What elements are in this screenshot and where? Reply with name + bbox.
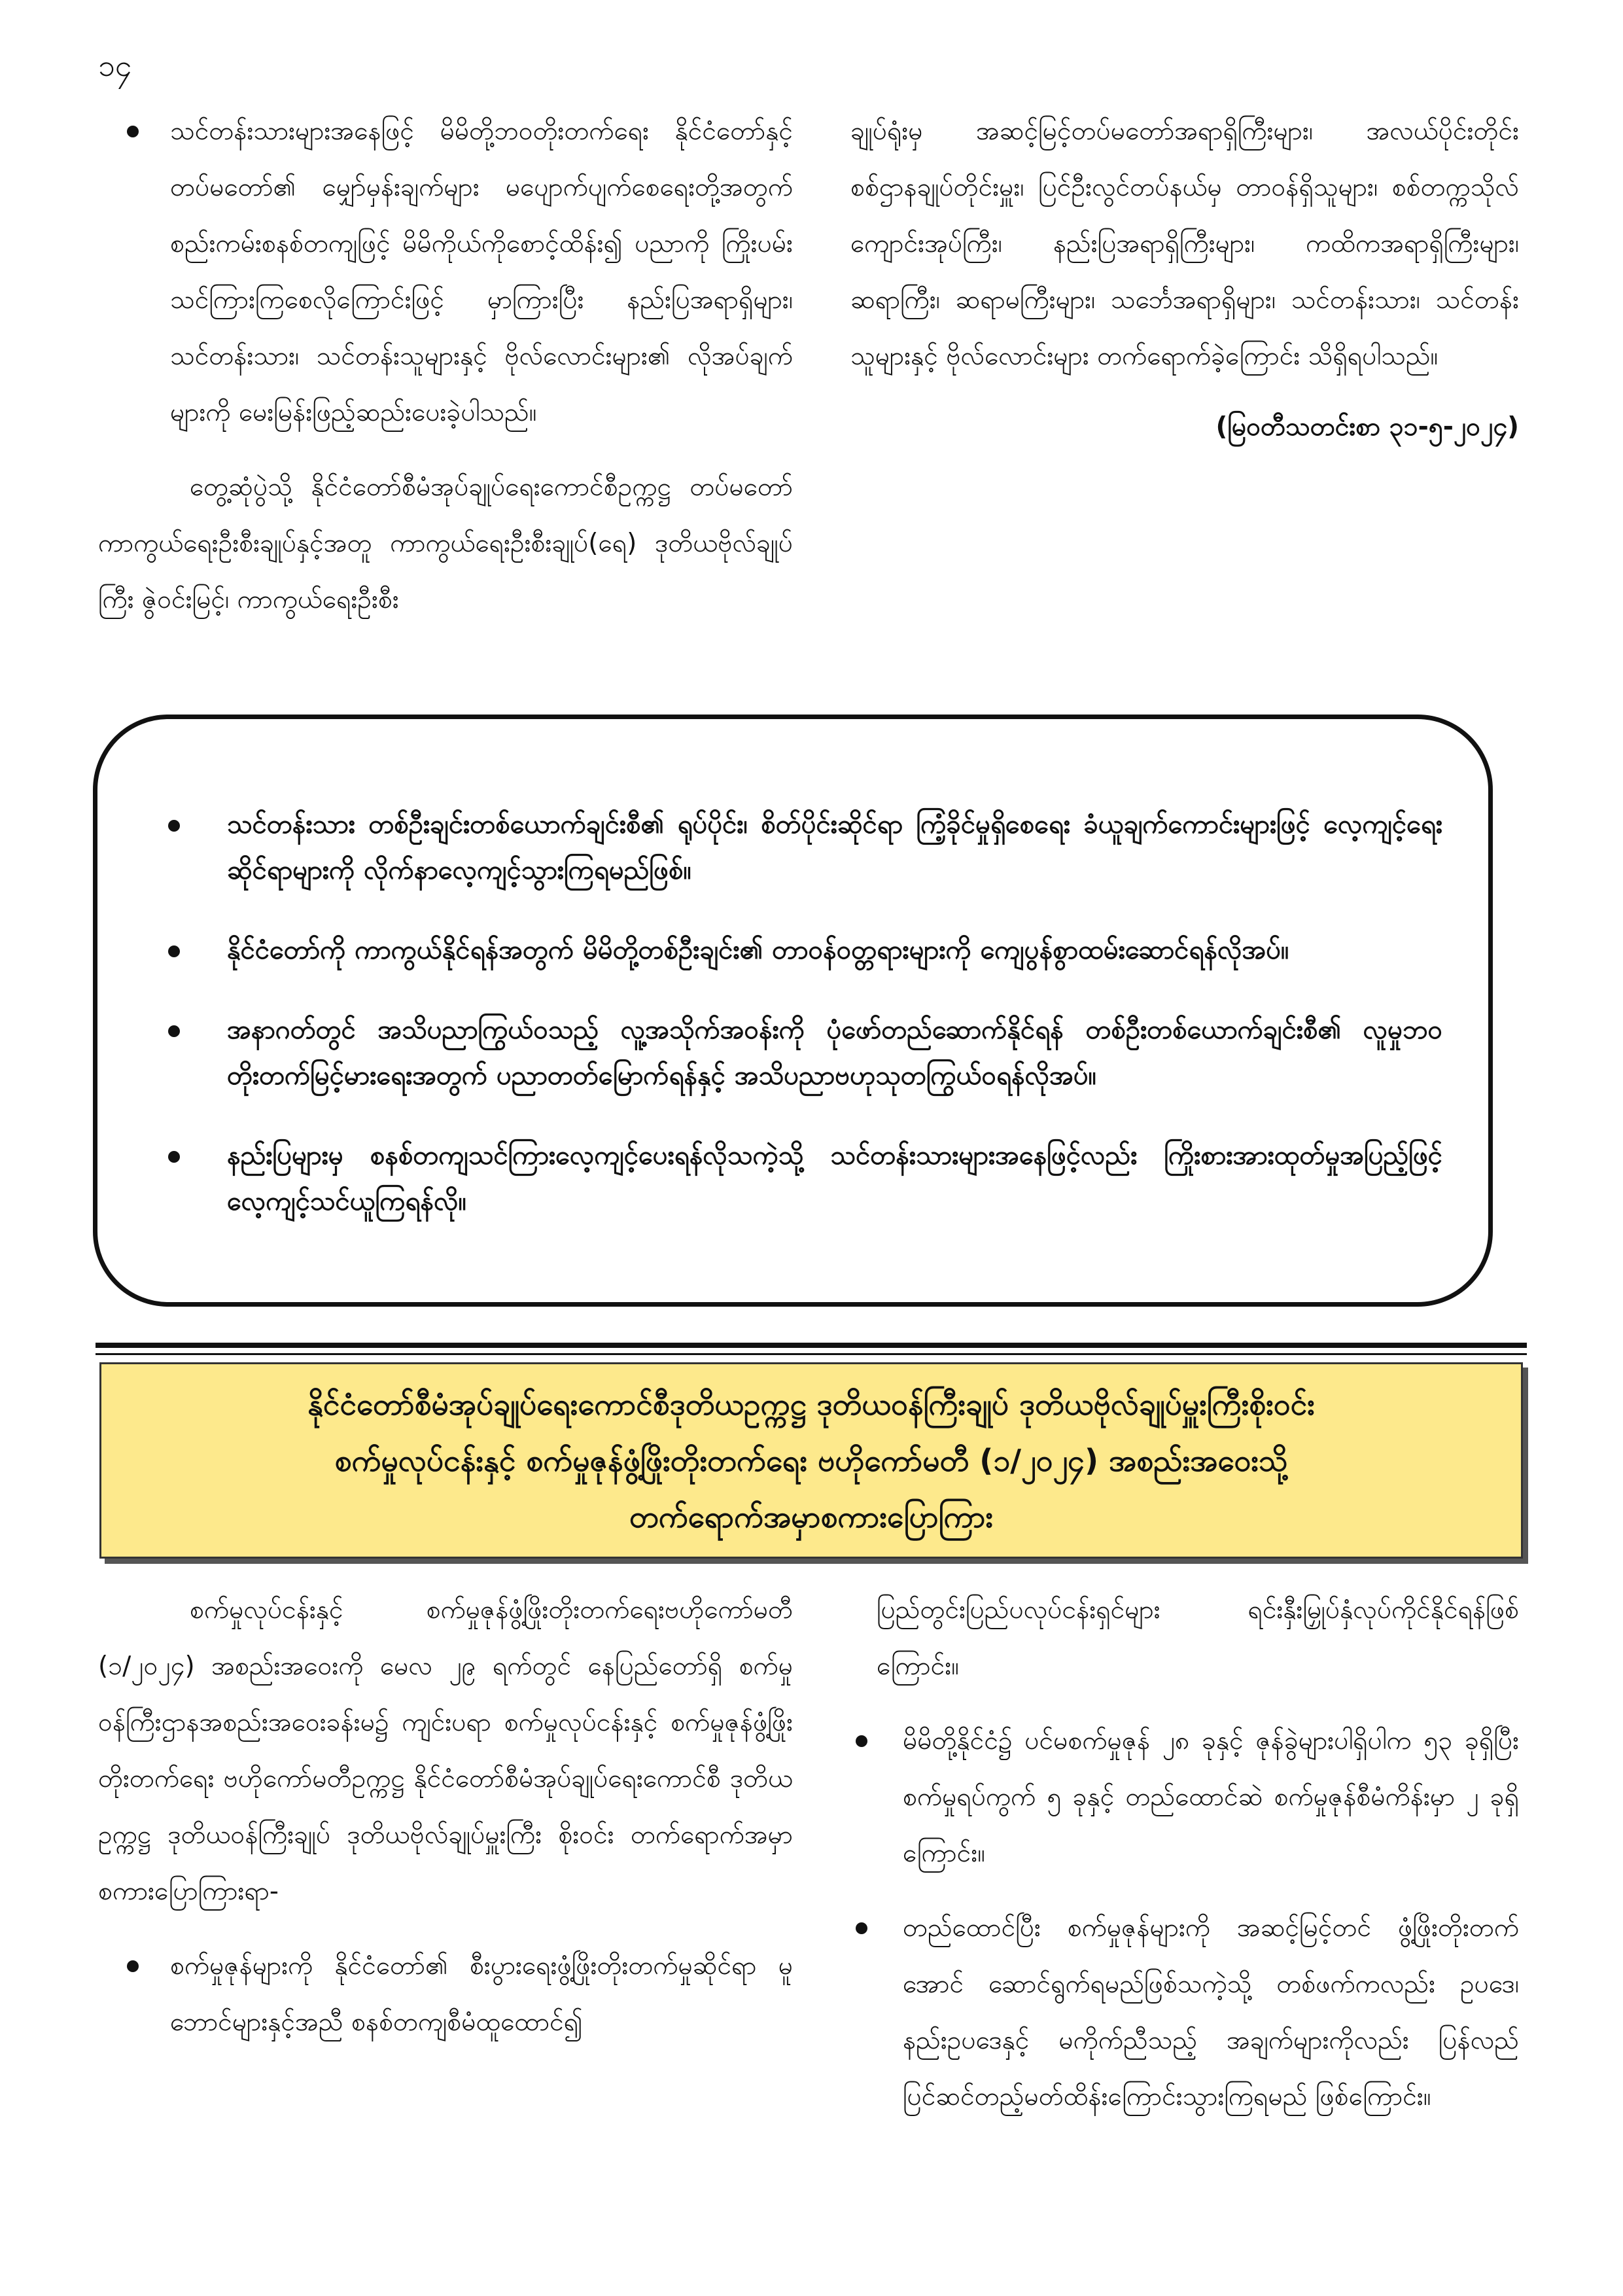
- paragraph: ချုပ်ရုံးမှ အဆင့်မြင့်တပ်မတော်အရာရှိကြီးများ၊ အလယ်ပိုင်းတိုင်းစစ်ဌာနချုပ်တိုင်းမှူး၊ ပြင်ဦးလွင်တပ်နယ်မှ တာဝန်ရှိသူများ၊ စစ်တက္ကသိုလ်ကျောင်းအုပ်ကြီး၊ နည်းပြအရာရှိကြီးများ၊ ကထိကအရာရှိကြီးများ၊ ဆရာကြီး၊ ဆရာမကြီးများ၊ သင်္ဘေအရာရှိများ၊ သင်တန်းသား၊ သင်တန်းသူများနှင့် ဗိုလ်လောင်းများ တက်ရောက်ခဲ့ကြောင်း သိရှိရပါသည်။: [850, 116, 1519, 371]
- bullet-dot-icon: [127, 1960, 139, 1972]
- headline-line: နိုင်ငံတော်စီမံအုပ်ချုပ်ရေးကောင်စီဒုတိယဥက္ကဋ္ဌ ဒုတိယဝန်ကြီးချုပ် ဒုတိယဗိုလ်ချုပ်မှူးကြီးစိုးဝင်း: [307, 1386, 1315, 1422]
- list-item: [163, 802, 1442, 893]
- list-item: [98, 103, 793, 441]
- paragraph: တွေ့ဆုံပွဲသို့ နိုင်ငံတော်စီမံအုပ်ချုပ်ရေးကောင်စီဥက္ကဋ္ဌ တပ်မတော်ကာကွယ်ရေးဦးစီးချုပ်နှင့်အတူ ကာကွယ်ရေးဦးစီးချုပ်(ရေ) ဒုတိယဗိုလ်ချုပ်ကြီး ဇွဲဝင်းမြင့်၊ ကာကွယ်ရေးဦးစီး: [98, 472, 793, 614]
- bullet-dot-icon: [127, 126, 139, 137]
- list-item: [163, 1007, 1442, 1099]
- bullet-text: နိုင်ငံတော်ကို ကာကွယ်နိုင်ရန်အတွက် မိမိတို့တစ်ဦးချင်း၏ တာဝန်ဝတ္တရားများကို ကျေပွန်စွာထမ်းဆောင်ရန်လိုအပ်။: [227, 935, 1289, 965]
- paragraph: စက်မှုလုပ်ငန်းနှင့် စက်မှုဇုန်ဖွံ့ဖြိုးတိုးတက်ရေးဗဟိုကော်မတီ (၁/၂၀၂၄) အစည်းအဝေးကို မေလ ၂၉ ရက်တွင် နေပြည်တော်ရှိ စက်မှုဝန်ကြီးဌာနအစည်းအဝေးခန်းမ၌ ကျင်းပရာ စက်မှုလုပ်ငန်းနှင့် စက်မှုဇုန်ဖွံ့ဖြိုးတိုးတက်ရေး ဗဟိုကော်မတီဥက္ကဋ္ဌ နိုင်ငံတော်စီမံအုပ်ချုပ်ရေးကောင်စီ ဒုတိယဥက္ကဋ္ဌ ဒုတိယဝန်ကြီးချုပ် ဒုတိယဗိုလ်ချုပ်မှူးကြီး စိုးဝင်း တက်ရောက်အမှာစကားပြောကြားရာ-: [98, 1595, 793, 1906]
- bullet-text: နည်းပြများမှ စနစ်တကျသင်ကြားလေ့ကျင့်ပေးရန်လိုသကဲ့သို့ သင်တန်းသားများအနေဖြင့်လည်း ကြိုးစားအားထုတ်မှုအပြည့်ဖြင့် လေ့ကျင့်သင်ယူကြရန်လို။: [227, 1140, 1442, 1216]
- headline-line: စက်မှုလုပ်ငန်းနှင့် စက်မှုဇုန်ဖွံ့ဖြိုးတိုးတက်ရေး ဗဟိုကော်မတီ (၁/၂၀၂၄) အစည်းအဝေးသို့: [334, 1443, 1288, 1478]
- bullet-text: သင်တန်းသား တစ်ဦးချင်းတစ်ယောက်ချင်းစီ၏ ရုပ်ပိုင်း၊ စိတ်ပိုင်းဆိုင်ရာ ကြံ့ခိုင်မှုရှိစေရေး ခံယူချက်ကောင်းများဖြင့် လေ့ကျင့်ရေးဆိုင်ရာများကို လိုက်နာလေ့ကျင့်သွားကြရမည်ဖြစ်။: [227, 809, 1442, 885]
- bullet-text: တည်ထောင်ပြီး စက်မှုဇုန်များကို အဆင့်မြင့်တင် ဖွံ့ဖြိုးတိုးတက်အောင် ဆောင်ရွက်ရမည်ဖြစ်သကဲ့သို့ တစ်ဖက်ကလည်း ဥပဒေ၊ နည်းဥပဒေနှင့် မကိုက်ညီသည့် အချက်များကိုလည်း ပြန်လည်ပြင်ဆင်တည့်မတ်ထိန်းကြောင်းသွားကြရမည် ဖြစ်ကြောင်း။: [903, 1913, 1519, 2111]
- list-item: [850, 1713, 1519, 1882]
- bullet-dot-icon: [168, 1025, 180, 1037]
- bullet-dot-icon: [856, 1735, 867, 1747]
- bullet-text: စက်မှုဇုန်များကို နိုင်ငံတော်၏ စီးပွားရေးဖွံ့ဖြိုးတိုးတက်မှုဆိုင်ရာ မူဘောင်များနှင့်အညီ စနစ်တကျစီမံထူထောင်၍: [170, 1951, 793, 2037]
- bullet-text: သင်တန်းသားများအနေဖြင့် မိမိတို့ဘဝတိုးတက်ရေး နိုင်ငံတော်နှင့်တပ်မတော်၏ မျှော်မှန်းချက်များ မပျောက်ပျက်စေရေးတို့အတွက် စည်းကမ်းစနစ်တကျဖြင့် မိမိကိုယ်ကိုစောင့်ထိန်း၍ ပညာကို ကြိုးပမ်းသင်ကြားကြစေလိုကြောင်းဖြင့် မှာကြားပြီး နည်းပြအရာရှိများ၊ သင်တန်းသား၊ သင်တန်းသူများနှင့် ဗိုလ်လောင်းများ၏ လိုအပ်ချက်များကို မေးမြန်းဖြည့်ဆည်းပေးခဲ့ပါသည်။: [170, 116, 793, 427]
- list-item: [163, 927, 1442, 973]
- top-right-column: [850, 103, 1519, 470]
- article-headline: [99, 1362, 1523, 1559]
- headline-line: တက်ရောက်အမှာစကားပြောကြား: [629, 1499, 994, 1534]
- list-item: [163, 1133, 1442, 1224]
- paragraph: ပြည်တွင်းပြည်ပလုပ်ငန်းရှင်များ ရင်းနှီးမြှုပ်နှံလုပ်ကိုင်နိုင်ရန်ဖြစ်ကြောင်း။: [877, 1595, 1519, 1681]
- bottom-left-column: [98, 1582, 793, 2065]
- list-item: [850, 1900, 1519, 2125]
- list-item: [98, 1938, 793, 2051]
- top-left-column: [98, 103, 793, 643]
- bottom-right-column: [850, 1582, 1519, 2140]
- bullet-text: မိမိတို့နိုင်ငံ၌ ပင်မစက်မှုဇုန် ၂၈ ခုနှင့် ဇုန်ခွဲများပါရှိပါက ၅၃ ခုရှိပြီး စက်မှုရပ်ကွက် ၅ ခုနှင့် တည်ထောင်ဆဲ စက်မှုဇုန်စီမံကိန်းမှာ ၂ ခုရှိကြောင်း။: [903, 1726, 1519, 1868]
- divider: [96, 1353, 1527, 1355]
- highlight-box: [93, 715, 1493, 1307]
- bullet-dot-icon: [168, 1151, 180, 1163]
- bullet-dot-icon: [168, 945, 180, 957]
- source-citation: (မြဝတီသတင်းစာ ၃၁-၅-၂၀၂၄): [1215, 412, 1519, 442]
- bullet-dot-icon: [168, 820, 180, 832]
- divider: [96, 1343, 1527, 1348]
- bullet-text: အနာဂတ်တွင် အသိပညာကြွယ်ဝသည့် လူ့အသိုက်အဝန်းကို ပုံဖော်တည်ဆောက်နိုင်ရန် တစ်ဦးတစ်ယောက်ချင်းစီ၏ လူမှုဘဝတိုးတက်မြင့်မားရေးအတွက် ပညာတတ်မြောက်ရန်နှင့် အသိပညာဗဟုသုတကြွယ်ဝရန်လိုအပ်။: [227, 1015, 1442, 1091]
- page-number: ၁၄: [98, 48, 132, 83]
- bullet-dot-icon: [856, 1922, 867, 1934]
